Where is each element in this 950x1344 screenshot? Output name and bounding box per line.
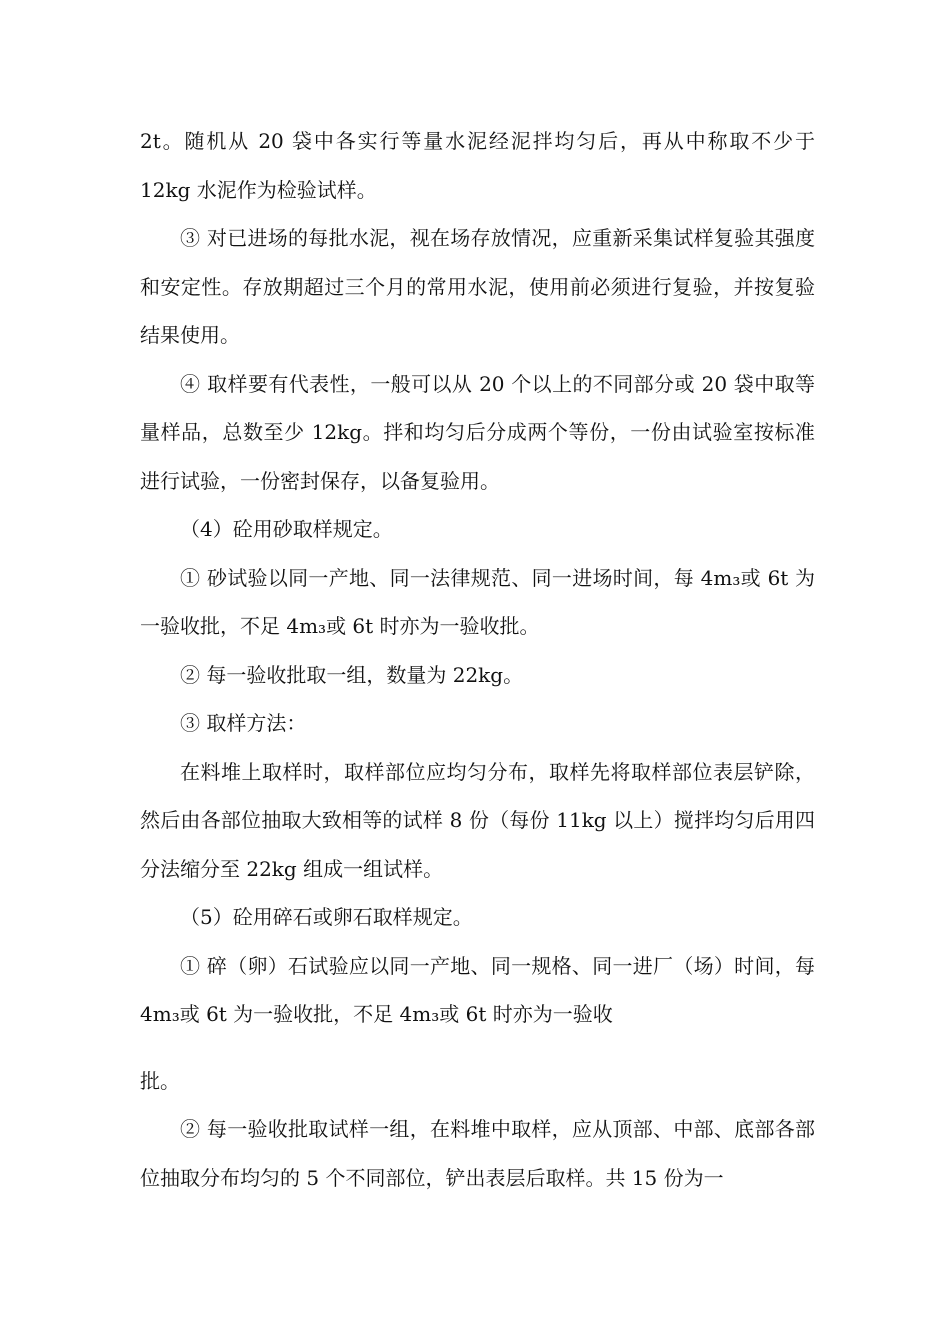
text-body: [140, 117, 815, 1202]
paragraph-gravel-sample-group: ② 每一验收批取试样一组，在料堆中取样，应从顶部、中部、底部各部位抽取分布均匀的 5 个不同部位，铲出表层后取样。共 15 份为一: [140, 1117, 815, 1190]
paragraph-gravel-batch-end: 批。: [140, 1068, 180, 1093]
paragraph-gravel-batch: ① 碎（卵）石试验应以同一产地、同一规格、同一进厂（场）时间，每 4m₃或 6t 为一验收批，不足 4m₃或 6t 时亦为一验收: [140, 953, 815, 1026]
heading-gravel-sampling: （5）砼用碎石或卵石取样规定。: [180, 905, 473, 929]
heading-sand-sampling: （4）砼用砂取样规定。: [180, 517, 393, 541]
paragraph-sampling-method-label: ③ 取样方法：: [180, 711, 307, 735]
paragraph-spacer: [140, 1039, 815, 1057]
paragraph-sand-batch: ① 砂试验以同一产地、同一法律规范、同一进场时间，每 4m₃或 6t 为一验收批，不足 4m₃或 6t 时亦为一验收批。: [140, 565, 815, 638]
paragraph-sand-quantity: ② 每一验收批取一组，数量为 22kg。: [180, 662, 524, 687]
paragraph-cement-sample-continuation: 2t。随机从 20 袋中各实行等量水泥经泥拌均匀后，再从中称取不少于 12kg 水泥作为检验试样。: [140, 129, 815, 202]
paragraph-sampling-method: 在料堆上取样时，取样部位应均匀分布，取样先将取样部位表层铲除，然后由各部位抽取大致相等的试样 8 份（每份 11kg 以上）搅拌均匀后用四分法缩分至 22kg 组成一组试样。: [140, 759, 815, 881]
paragraph-cement-retest: ③ 对已进场的每批水泥，视在场存放情况，应重新采集试样复验其强度和安定性。存放期超过三个月的常用水泥，使用前必须进行复验，并按复验结果使用。: [140, 226, 815, 347]
paragraph-cement-representative-sample: ④ 取样要有代表性，一般可以从 20 个以上的不同部分或 20 袋中取等量样品，总数至少 12kg。拌和均匀后分成两个等份，一份由试验室按标准进行试验，一份密封保存，以备复验用。: [140, 371, 815, 493]
